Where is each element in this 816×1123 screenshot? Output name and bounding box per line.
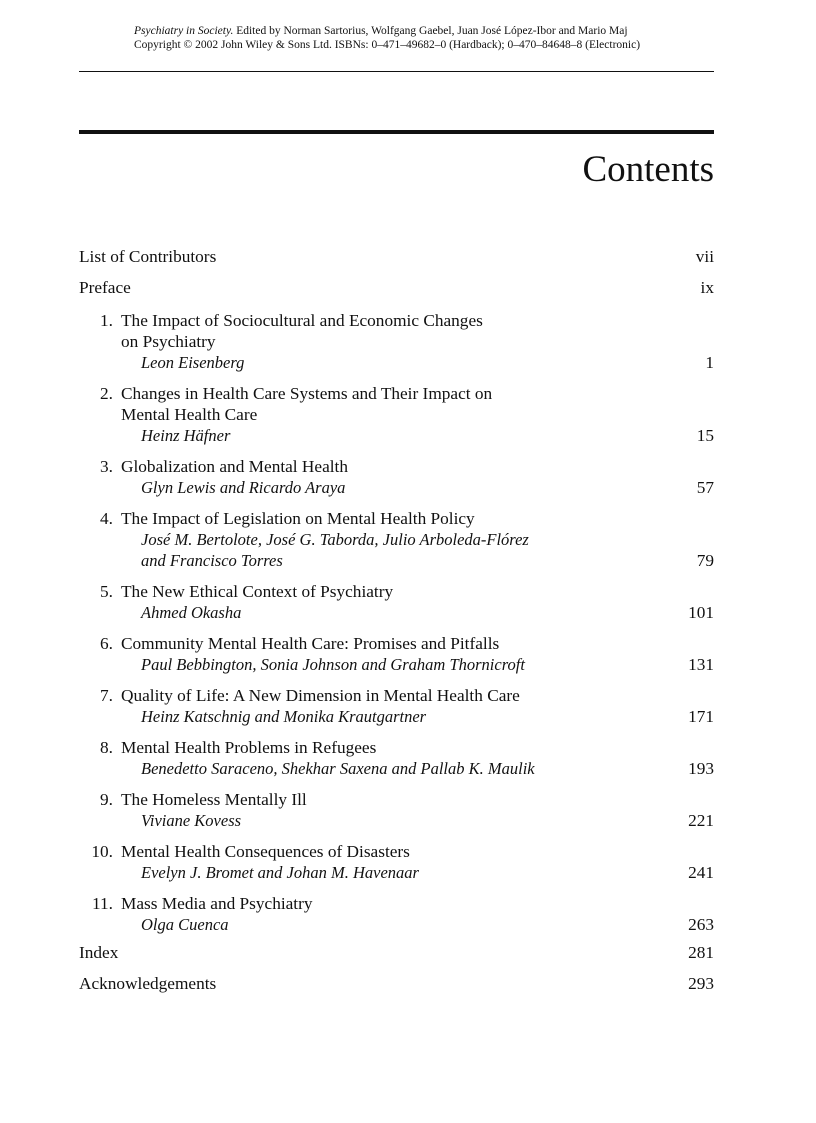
chapter-authors-line: Heinz Katschnig and Monika Krautgartner	[141, 707, 427, 726]
chapter-title-line: Quality of Life: A New Dimension in Mental Health Care	[121, 686, 520, 705]
copyright-line: Copyright © 2002 John Wiley & Sons Ltd. ISBNs: 0–471–49682–0 (Hardback); 0–470–84648–8 (Electronic)	[134, 39, 641, 51]
chapter-authors-line: Benedetto Saraceno, Shekhar Saxena and Pallab K. Maulik	[141, 759, 535, 778]
toc-chapter[interactable]	[79, 789, 714, 831]
chapter-number: 7.	[100, 686, 113, 705]
chapter-authors-line: Evelyn J. Bromet and Johan M. Havenaar	[141, 863, 419, 882]
toc-page-number: 131	[688, 655, 714, 674]
toc-chapter[interactable]	[79, 508, 714, 571]
chapter-authors-line: Olga Cuenca	[141, 915, 229, 934]
chapter-title-line: Mass Media and Psychiatry	[121, 894, 313, 913]
chapter-title-line: Globalization and Mental Health	[121, 457, 348, 476]
chapter-title-line: Mental Health Care	[121, 405, 258, 424]
toc-entry-label: Index	[79, 943, 119, 962]
chapter-title-line: Community Mental Health Care: Promises and Pitfalls	[121, 634, 500, 653]
chapter-authors-line: and Francisco Torres	[141, 551, 283, 570]
toc-page-number: 293	[688, 974, 714, 993]
chapter-number: 4.	[100, 509, 113, 528]
toc-chapter[interactable]	[79, 456, 714, 498]
title-rule	[79, 130, 714, 134]
chapter-authors-line: Leon Eisenberg	[141, 353, 245, 372]
toc-chapter[interactable]	[79, 383, 714, 446]
toc-entry[interactable]	[79, 246, 714, 268]
chapter-authors-line: Viviane Kovess	[141, 811, 242, 830]
toc-page-number: ix	[700, 278, 714, 297]
book-title: Psychiatry in Society.	[134, 25, 234, 37]
toc-chapter[interactable]	[79, 893, 714, 935]
chapter-title-line: on Psychiatry	[121, 332, 216, 351]
toc-page-number: 1	[705, 353, 714, 372]
chapter-number: 5.	[100, 582, 113, 601]
toc-page-number: 101	[688, 603, 714, 622]
chapter-authors-line: Heinz Häfner	[141, 426, 231, 445]
header-rule	[79, 71, 714, 72]
chapter-number: 9.	[100, 790, 113, 809]
toc-page-number: 221	[688, 811, 714, 830]
toc-page-number: 241	[688, 863, 714, 882]
chapter-number: 1.	[100, 311, 113, 330]
toc-page-number: 15	[696, 426, 714, 445]
chapter-number: 2.	[100, 384, 113, 403]
toc-entry[interactable]	[79, 277, 714, 299]
toc-page-number: 263	[688, 915, 714, 934]
toc-chapter[interactable]	[79, 841, 714, 883]
chapter-number: 10.	[91, 842, 113, 861]
chapter-number: 3.	[100, 457, 113, 476]
toc-chapter[interactable]	[79, 633, 714, 675]
chapter-authors-line: Paul Bebbington, Sonia Johnson and Graham Thornicroft	[141, 655, 525, 674]
toc-page-number: vii	[695, 247, 714, 266]
chapter-title-line: Mental Health Problems in Refugees	[121, 738, 377, 757]
chapter-title-line: Changes in Health Care Systems and Their Impact on	[121, 384, 493, 403]
page-title: Contents	[582, 149, 714, 190]
chapter-title-line: Mental Health Consequences of Disasters	[121, 842, 410, 861]
toc-page-number: 171	[688, 707, 714, 726]
chapter-number: 6.	[100, 634, 113, 653]
book-editors: Edited by Norman Sartorius, Wolfgang Gaebel, Juan José López-Ibor and Mario Maj	[236, 25, 628, 37]
toc-page-number: 57	[696, 478, 714, 497]
chapter-title-line: The Homeless Mentally Ill	[121, 790, 307, 809]
toc-entry-label: List of Contributors	[79, 247, 217, 266]
toc-entry[interactable]	[79, 973, 714, 995]
toc-entry[interactable]	[79, 942, 714, 964]
table-of-contents	[79, 246, 714, 1004]
toc-page-number: 79	[696, 551, 714, 570]
header-line-1	[134, 24, 640, 38]
toc-entry-label: Acknowledgements	[79, 974, 217, 993]
toc-page-number: 193	[688, 759, 714, 778]
chapter-title-line: The Impact of Sociocultural and Economic Changes	[121, 311, 483, 330]
running-header	[134, 24, 640, 52]
toc-entry-label: Preface	[79, 278, 131, 297]
toc-chapter[interactable]	[79, 685, 714, 727]
chapter-authors-line: José M. Bertolote, José G. Taborda, Julio Arboleda-Flórez	[141, 530, 529, 549]
chapter-authors-line: Glyn Lewis and Ricardo Araya	[141, 478, 346, 497]
chapter-authors-line: Ahmed Okasha	[141, 603, 242, 622]
toc-chapter[interactable]	[79, 737, 714, 779]
chapter-title-line: The New Ethical Context of Psychiatry	[121, 582, 394, 601]
chapter-title-line: The Impact of Legislation on Mental Health Policy	[121, 509, 475, 528]
toc-chapter[interactable]	[79, 310, 714, 373]
toc-chapter[interactable]	[79, 581, 714, 623]
chapter-number: 8.	[100, 738, 113, 757]
toc-page-number: 281	[688, 943, 714, 962]
chapter-number: 11.	[92, 894, 113, 913]
